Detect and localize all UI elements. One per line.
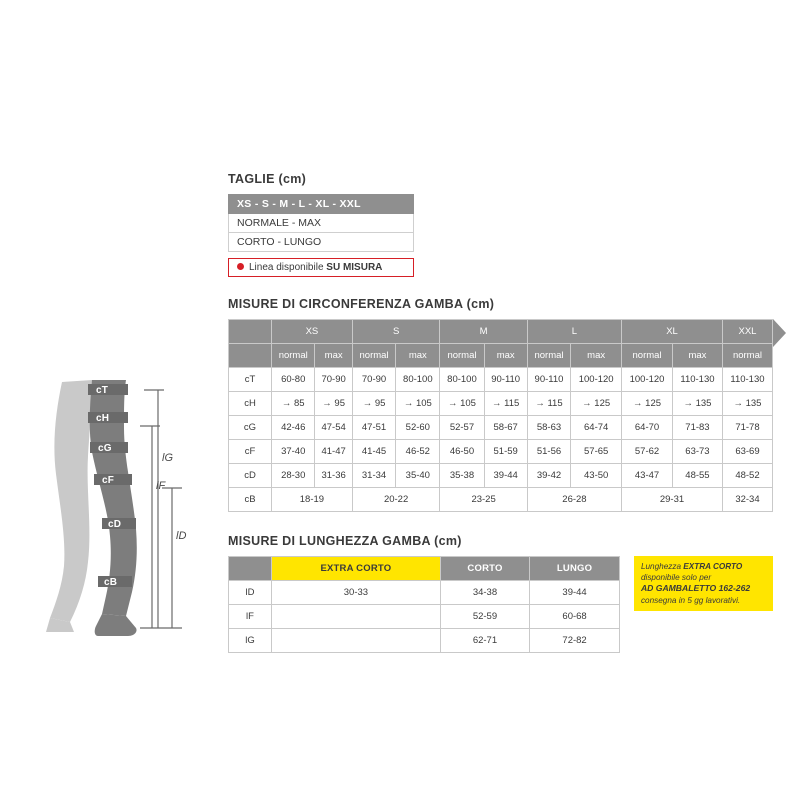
cell: 31-34 xyxy=(352,464,395,488)
note-box xyxy=(634,556,773,611)
label-cF: cF xyxy=(102,475,115,486)
cell: 48-55 xyxy=(672,464,722,488)
note-line-2: disponibile solo per xyxy=(640,573,712,583)
row-label-cH: cH xyxy=(229,392,272,416)
cell xyxy=(272,605,441,629)
note-pre: Lunghezza xyxy=(640,562,684,571)
taglie-title: TAGLIE (cm) xyxy=(228,172,307,186)
cell: 28-30 xyxy=(272,464,315,488)
cell: 51-56 xyxy=(527,440,570,464)
cell: 62-71 xyxy=(440,629,529,653)
table-row xyxy=(229,416,773,440)
cell: 72-82 xyxy=(530,629,620,653)
note-line-4: consegna in 5 gg lavorativi. xyxy=(640,595,741,605)
row-label-cT: cT xyxy=(229,368,272,392)
table-row xyxy=(229,629,620,653)
cell: 80-100 xyxy=(396,368,440,392)
cell: 43-47 xyxy=(622,464,673,488)
cell: 60-80 xyxy=(272,368,315,392)
row-label-lD: lD xyxy=(229,581,272,605)
cell: 20-22 xyxy=(352,488,440,512)
cell: 63-69 xyxy=(722,440,772,464)
length-title: MISURE DI LUNGHEZZA GAMBA (cm) xyxy=(228,534,462,548)
table-row xyxy=(229,392,773,416)
cell: 39-42 xyxy=(527,464,570,488)
label-cD: cD xyxy=(108,519,122,530)
row-label-cF: cF xyxy=(229,440,272,464)
table-row xyxy=(229,605,620,629)
sub-header-5: max xyxy=(484,344,527,368)
su-misura-pre: Linea disponibile xyxy=(249,262,327,273)
cell: 63-73 xyxy=(672,440,722,464)
cell: → 105 xyxy=(440,392,484,416)
taglie-corto-lungo-row: CORTO - LUNGO xyxy=(228,233,414,252)
cell: 48-52 xyxy=(722,464,772,488)
row-label-cD: cD xyxy=(229,464,272,488)
cell: → 125 xyxy=(571,392,622,416)
content-column xyxy=(228,172,773,653)
length-thead xyxy=(229,557,620,581)
taglie-sizes-row: XS - S - M - L - XL - XXL xyxy=(228,194,414,214)
cell: → 115 xyxy=(484,392,527,416)
cell: 31-36 xyxy=(315,464,352,488)
cell: 43-50 xyxy=(571,464,622,488)
cell: 90-110 xyxy=(484,368,527,392)
cell: 18-19 xyxy=(272,488,353,512)
cell: → 115 xyxy=(527,392,570,416)
cell: → 125 xyxy=(622,392,673,416)
circumference-sub-header-row xyxy=(229,344,773,368)
cell: 57-62 xyxy=(622,440,673,464)
cell: 64-74 xyxy=(571,416,622,440)
sub-header-7: max xyxy=(571,344,622,368)
size-header-xl: XL xyxy=(622,320,723,344)
label-lD: lD xyxy=(176,530,187,542)
table-row xyxy=(229,440,773,464)
size-header-m: M xyxy=(440,320,527,344)
length-header-row xyxy=(229,557,620,581)
cell: 39-44 xyxy=(530,581,620,605)
cell: 30-33 xyxy=(272,581,441,605)
cell xyxy=(272,629,441,653)
back-leg-shape xyxy=(50,380,92,622)
cell: 35-40 xyxy=(396,464,440,488)
cell: 100-120 xyxy=(622,368,673,392)
table-row xyxy=(229,581,620,605)
sub-header-0: normal xyxy=(272,344,315,368)
length-header-0: EXTRA CORTO xyxy=(272,557,441,581)
cell: → 105 xyxy=(396,392,440,416)
corner-cell-2 xyxy=(229,344,272,368)
circumference-table xyxy=(228,319,773,512)
cell: 46-52 xyxy=(396,440,440,464)
size-header-xxl: XXL xyxy=(722,320,772,344)
sub-header-10: normal xyxy=(722,344,772,368)
length-block xyxy=(228,534,773,653)
cell: → 135 xyxy=(722,392,772,416)
length-table xyxy=(228,556,620,653)
bullet-icon xyxy=(237,263,244,270)
cell: 70-90 xyxy=(315,368,352,392)
taglie-block xyxy=(228,172,773,277)
label-cT: cT xyxy=(96,385,109,396)
cell: 41-45 xyxy=(352,440,395,464)
sub-header-8: normal xyxy=(622,344,673,368)
cell: → 95 xyxy=(352,392,395,416)
cell: 51-59 xyxy=(484,440,527,464)
cell: 100-120 xyxy=(571,368,622,392)
cell: 80-100 xyxy=(440,368,484,392)
length-row-wrap xyxy=(228,556,773,653)
sub-header-1: max xyxy=(315,344,352,368)
length-header-1: CORTO xyxy=(440,557,529,581)
sub-header-6: normal xyxy=(527,344,570,368)
cell: 41-47 xyxy=(315,440,352,464)
taglie-su-misura-row xyxy=(228,258,414,277)
cell: 57-65 xyxy=(571,440,622,464)
table-row xyxy=(229,488,773,512)
size-header-l: L xyxy=(527,320,621,344)
cell: 26-28 xyxy=(527,488,621,512)
table-row xyxy=(229,464,773,488)
sub-header-9: max xyxy=(672,344,722,368)
row-label-cG: cG xyxy=(229,416,272,440)
cell: 37-40 xyxy=(272,440,315,464)
cell: 35-38 xyxy=(440,464,484,488)
cell: 46-50 xyxy=(440,440,484,464)
cell: 71-83 xyxy=(672,416,722,440)
header-arrow-decoration xyxy=(773,319,786,347)
circumference-tbody xyxy=(229,368,773,512)
cell: 32-34 xyxy=(722,488,772,512)
circumference-thead xyxy=(229,320,773,368)
cell: → 85 xyxy=(272,392,315,416)
label-cG: cG xyxy=(98,443,112,454)
cell: 39-44 xyxy=(484,464,527,488)
label-lG: lG xyxy=(162,452,173,464)
front-foot-shape xyxy=(95,614,137,636)
cell: 29-31 xyxy=(622,488,723,512)
cell: 52-60 xyxy=(396,416,440,440)
row-label-lG: lG xyxy=(229,629,272,653)
cell: 70-90 xyxy=(352,368,395,392)
circumference-title: MISURE DI CIRCONFERENZA GAMBA (cm) xyxy=(228,297,495,311)
cell: 90-110 xyxy=(527,368,570,392)
taglie-normale-max-row: NORMALE - MAX xyxy=(228,214,414,233)
leg-diagram-svg xyxy=(40,370,230,650)
label-lF: lF xyxy=(156,480,166,492)
circumference-block xyxy=(228,297,773,512)
cell: 71-78 xyxy=(722,416,772,440)
length-header-2: LUNGO xyxy=(530,557,620,581)
cell: 47-54 xyxy=(315,416,352,440)
cell: 64-70 xyxy=(622,416,673,440)
cell: 23-25 xyxy=(440,488,527,512)
label-cB: cB xyxy=(104,577,118,588)
leg-illustration xyxy=(40,370,230,650)
cell: 34-38 xyxy=(440,581,529,605)
su-misura-bold: SU MISURA xyxy=(326,262,383,273)
cell: 42-46 xyxy=(272,416,315,440)
row-label-cB: cB xyxy=(229,488,272,512)
sub-header-4: normal xyxy=(440,344,484,368)
table-row xyxy=(229,368,773,392)
cell: 47-51 xyxy=(352,416,395,440)
cell: 52-57 xyxy=(440,416,484,440)
circumference-size-header-row xyxy=(229,320,773,344)
size-header-xs: XS xyxy=(272,320,353,344)
cell: 58-63 xyxy=(527,416,570,440)
size-header-s: S xyxy=(352,320,440,344)
sub-header-3: max xyxy=(396,344,440,368)
cell: → 95 xyxy=(315,392,352,416)
cell: 52-59 xyxy=(440,605,529,629)
length-tbody xyxy=(229,581,620,653)
cell: 60-68 xyxy=(530,605,620,629)
corner-cell xyxy=(229,320,272,344)
label-cH: cH xyxy=(96,413,110,424)
note-bold: EXTRA CORTO xyxy=(683,562,743,571)
cell: → 135 xyxy=(672,392,722,416)
cell: 58-67 xyxy=(484,416,527,440)
cell: 110-130 xyxy=(722,368,772,392)
cell: 110-130 xyxy=(672,368,722,392)
length-corner-cell xyxy=(229,557,272,581)
sub-header-2: normal xyxy=(352,344,395,368)
note-line-1 xyxy=(641,561,766,572)
row-label-lF: lF xyxy=(229,605,272,629)
note-line-3: AD GAMBALETTO 162-262 xyxy=(640,583,751,594)
circumference-table-wrap xyxy=(228,319,773,512)
